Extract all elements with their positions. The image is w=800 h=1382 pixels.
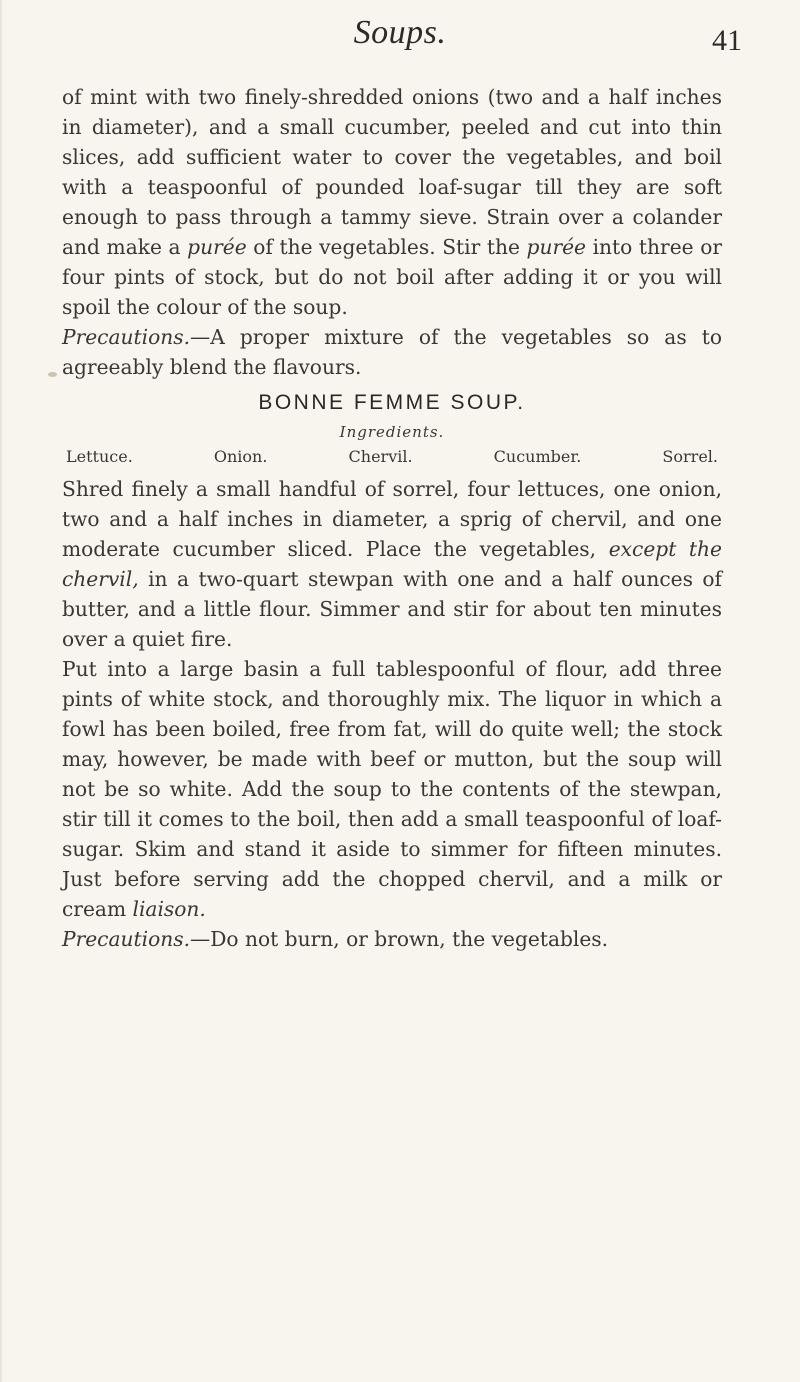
text-run: —Do not burn, or brown, the vegetables. — [190, 927, 609, 951]
paragraph-shred-vegetables — [62, 474, 722, 654]
italic-term-puree: purée — [187, 235, 247, 259]
ingredients-label: Ingredients. — [339, 423, 445, 441]
paragraph-precautions-final — [62, 924, 722, 954]
paragraph-prepare-stock — [62, 654, 722, 924]
italic-phrase: except the chervil, — [62, 537, 722, 591]
ingredient-item: Cucumber. — [493, 447, 582, 466]
paragraph-mint-soup-continuation — [62, 82, 722, 322]
precautions-label: Precautions. — [62, 927, 191, 951]
text-run: into three or four pints of stock, but do not boil after adding it or you will spoil the colour of the soup. — [62, 235, 722, 319]
text-run: of the vegetables. Stir the — [246, 235, 527, 259]
ink-blemish — [48, 372, 57, 377]
running-head: Soups. — [353, 14, 447, 51]
page-header — [0, 14, 800, 70]
page-number: 41 — [712, 24, 742, 57]
recipe-title: BONNE FEMME SOUP. — [258, 391, 526, 414]
italic-term-puree: purée — [526, 235, 586, 259]
text-run: Shred finely a small handful of sorrel, four lettuces, one onion, two and a half inches in diameter, a sprig of chervil, and one moderate cucumber sliced. Place the vegetables, — [62, 477, 722, 561]
ingredients-list — [62, 444, 722, 470]
page-edge-shadow — [0, 0, 3, 1382]
text-run: in a two-quart stewpan with one and a half ounces of butter, and a little flour. Simmer and stir for about ten minutes over a quiet fire. — [62, 567, 722, 651]
ingredient-item: Onion. — [213, 447, 268, 466]
precautions-label: Precautions. — [62, 325, 191, 349]
ingredient-item: Chervil. — [348, 447, 413, 466]
italic-term-liaison: liaison. — [132, 897, 206, 921]
text-run: of mint with two finely-shredded onions (two and a half inches in diameter), and a small cucumber, peeled and cut into thin slices, add sufficient water to cover the vegetables, and boil with a teaspoonful of pounded loaf-sugar till they are soft enough to pass through a tammy sieve. Strain over a colander and make a — [62, 85, 722, 259]
text-run: —A proper mixture of the vegetables so as to agreeably blend the flavours. — [62, 325, 722, 379]
ingredient-item: Sorrel. — [662, 447, 718, 466]
ingredient-item: Lettuce. — [66, 447, 133, 466]
paragraph-precautions — [62, 322, 722, 382]
text-run: Put into a large basin a full tablespoonful of flour, add three pints of white stock, and thoroughly mix. The liquor in which a fowl has been boiled, free from fat, will do quite well; the stock may, however, be made with beef or mutton, but the soup will not be so white. Add the soup to the contents of the stewpan, stir till it comes to the boil, then add a small teaspoonful of loaf-sugar. Skim and stand it aside to simmer for fifteen minutes. Just before serving add the chopped chervil, and a milk or cream — [62, 657, 722, 921]
body-text — [62, 82, 722, 954]
